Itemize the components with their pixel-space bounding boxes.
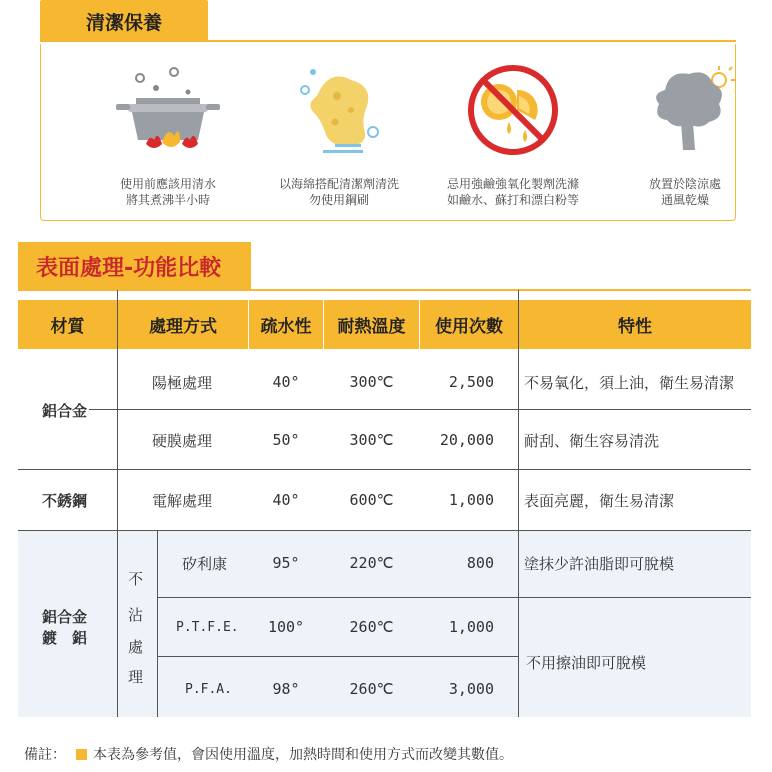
compare-divider <box>18 289 751 291</box>
row2-method: 電解處理 <box>152 491 213 510</box>
row4-uses: 1,000 <box>448 618 494 636</box>
row5-uses: 3,000 <box>448 680 494 698</box>
tree-shade-icon <box>625 60 745 160</box>
care-divider <box>40 40 736 42</box>
row0-method: 陽極處理 <box>152 373 213 392</box>
grid-line <box>18 469 751 470</box>
header-hydrophobic: 疏水性 <box>249 300 323 349</box>
grid-line <box>157 531 158 717</box>
grid-line <box>89 409 117 410</box>
row3-uses: 800 <box>466 554 494 572</box>
sponge-icon <box>279 60 399 160</box>
row4-temp: 260℃ <box>349 618 394 636</box>
row0-temp: 300℃ <box>349 373 394 391</box>
compare-title: 表面處理-功能比較 <box>18 242 251 291</box>
nonstick-char: 處 <box>128 638 144 656</box>
care-item-sponge <box>254 60 424 208</box>
material-plated: 鋁合金 鍍 鋁 <box>42 608 88 647</box>
row1-temp: 300℃ <box>349 431 394 449</box>
material-aluminum: 鋁合金 <box>42 401 88 420</box>
header-method: 處理方式 <box>118 300 248 349</box>
row4-method: P.T.F.E. <box>176 619 239 635</box>
row5-temp: 260℃ <box>349 680 394 698</box>
row1-method: 硬膜處理 <box>152 431 213 450</box>
row3-method: 矽利康 <box>182 554 228 573</box>
care-title: 清潔保養 <box>40 0 208 42</box>
row3-feature: 塗抹少許油脂即可脫模 <box>524 554 675 573</box>
row1-hydro: 50° <box>272 431 300 449</box>
nonstick-char: 理 <box>128 668 144 686</box>
grid-line <box>157 656 518 657</box>
header-uses: 使用次數 <box>420 300 518 349</box>
row5-method: P.F.A. <box>185 681 232 697</box>
care-panel <box>40 44 736 221</box>
header-heat-temp: 耐熱溫度 <box>324 300 419 349</box>
grid-line <box>157 597 518 598</box>
care-text-boil: 使用前應該用清水 將其煮沸半小時 <box>119 177 216 207</box>
row3-temp: 220℃ <box>349 554 394 572</box>
row2-uses: 1,000 <box>448 491 494 509</box>
row2-feature: 表面亮麗，衛生易清潔 <box>524 491 675 510</box>
no-lemon-icon <box>453 60 573 160</box>
care-text-shade: 放置於陰涼處 通風乾燥 <box>648 177 721 207</box>
row5-hydro: 98° <box>272 680 300 698</box>
grid-line <box>518 290 519 717</box>
row1-feature: 耐刮、衛生容易清洗 <box>524 431 660 450</box>
footnote-label: 備註： <box>24 747 66 763</box>
footnote <box>24 744 513 764</box>
row4-feature: 不用擦油即可脫模 <box>526 653 647 672</box>
care-text-sponge: 以海綿搭配清潔劑清洗 勿使用鋼刷 <box>278 177 399 207</box>
nonstick-char: 不 <box>128 570 144 588</box>
row0-feature: 不易氧化，須上油，衛生易清潔 <box>524 373 735 392</box>
grid-line <box>518 597 751 598</box>
row2-temp: 600℃ <box>349 491 394 509</box>
nonstick-char: 沾 <box>128 606 144 624</box>
care-item-shade <box>600 60 770 208</box>
footnote-bullet-icon <box>76 749 87 760</box>
row3-hydro: 95° <box>272 554 300 572</box>
care-text-no-alkali: 忌用強鹼強氧化製劑洗滌 如鹼水、蘇打和漂白粉等 <box>446 177 579 207</box>
row0-uses: 2,500 <box>448 373 494 391</box>
row2-hydro: 40° <box>272 491 300 509</box>
grid-line <box>117 409 751 410</box>
boiling-pot-icon <box>108 60 228 160</box>
footnote-text: 本表為參考值，會因使用溫度，加熱時間和使用方式而改變其數值。 <box>93 747 513 763</box>
material-stainless: 不銹鋼 <box>42 491 88 510</box>
grid-line <box>18 530 751 531</box>
care-item-no-alkali <box>428 60 598 208</box>
row1-uses: 20,000 <box>439 431 494 449</box>
care-item-boil <box>83 60 253 208</box>
header-feature: 特性 <box>519 300 751 349</box>
row4-hydro: 100° <box>267 618 305 636</box>
row0-hydro: 40° <box>272 373 300 391</box>
grid-line <box>117 290 118 717</box>
header-material: 材質 <box>18 300 117 349</box>
